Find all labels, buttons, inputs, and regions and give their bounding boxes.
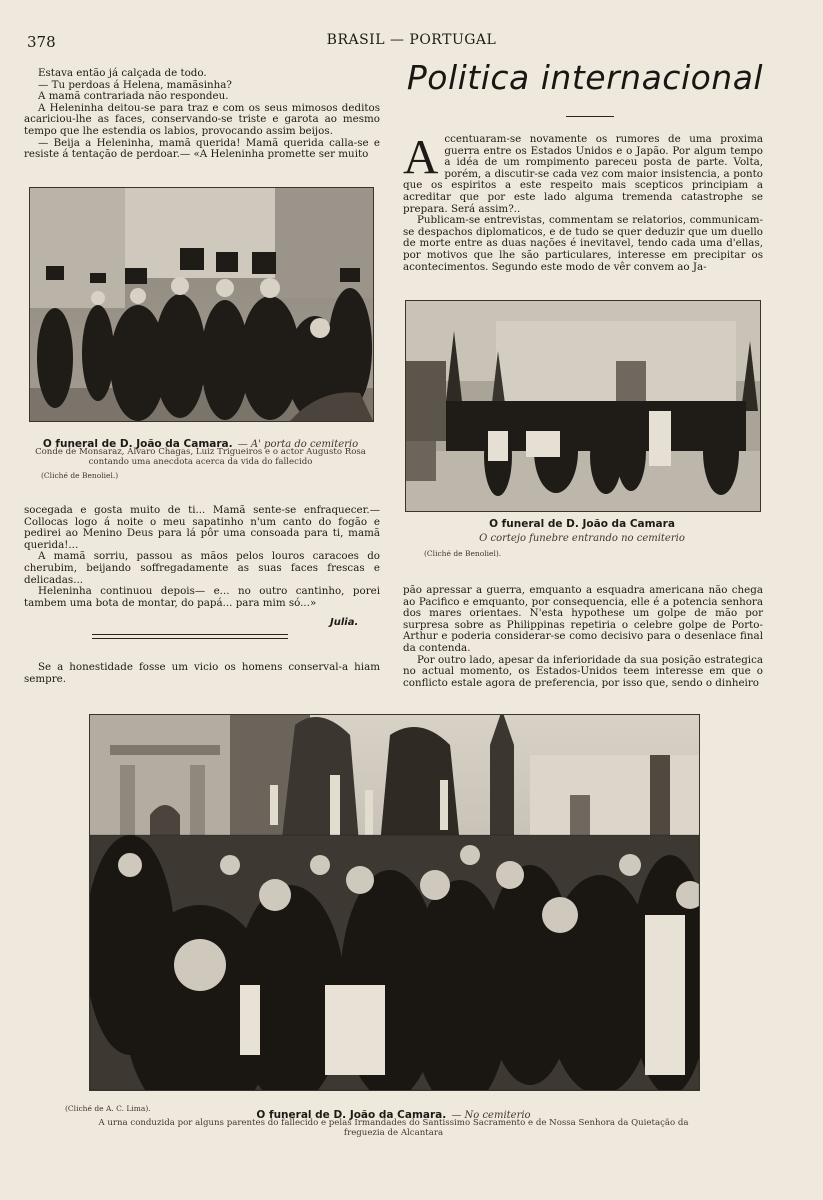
caption-subtitle: — No cemiterio	[451, 1110, 531, 1121]
photo-burial-image	[90, 715, 699, 1090]
paragraph: — Beija a Heleninha, mamã querida! Mamã querida calla-se e resiste á tentação de perdoar.— «A Heleninha promette ser muito	[24, 136, 380, 161]
photo-procession-caption	[405, 518, 759, 544]
left-column-top-text	[24, 68, 380, 161]
photo-credit: (Cliché de Benoliel.)	[41, 471, 119, 480]
caption-description: A urna conduzida por alguns parentes do fallecido e pelas Irmandades do Santissimo Sacramento e de Nossa Senhora da Quietação da freguezia de Alcantara	[98, 1118, 689, 1138]
paragraph: Por outro lado, apesar da inferioridade da sua posição estrategica no actual momento, os Estados-Unidos teem interesse em que o conflicto estale agora de preferencia, por isso que, sendo o dinheiro	[403, 653, 763, 689]
paragraph: A mamã sorriu, passou as mãos pelos louros caracoes do cherubim, beijando soffregadamente as suas faces frescas e delicadas...	[24, 550, 380, 586]
section-divider	[92, 638, 288, 639]
paragraph: Publicam-se entrevistas, commentam se relatorios, communicam-se despachos diplomaticos, e de tudo se quer deduzir que um duello de morte entre as duas nações é inevitavel, tendo cada uma d'ellas, por motivos que lhe são particulares, interesse em precipitar os acontecimentos. Segundo este modo de vêr convem ao Ja-	[403, 214, 763, 273]
paragraph: Heleninha continuou depois— e... no outro cantinho, porei tambem uma bota de montar, do papá... para mim só...»	[24, 585, 380, 609]
photo-procession-image	[406, 301, 760, 511]
photo-procession	[405, 300, 761, 512]
paragraph: A Heleninha deitou-se para traz e com os seus mimosos deditos acariciou-lhe as faces, conservando-se triste e garota ao mesmo tempo que lhe estendia os labios, provocando assim beijos.	[24, 101, 380, 137]
photo-credit: (Cliché de Benoliel).	[424, 549, 502, 558]
paragraph	[403, 129, 763, 215]
title-rule	[566, 116, 614, 117]
section-title: Politica internacional	[406, 58, 764, 97]
running-title: BRASIL — PORTUGAL	[326, 32, 497, 48]
caption-subtitle: — A' porta do cemiterio	[237, 439, 359, 450]
paragraph-text: ccentuaram-se novamente os rumores de uma proxima guerra entre os Estados Unidos e o Japão. Por algum tempo a idéa de um rompimento pareceu posta de parte. Volta, porém, a discutir-se cada vez com maior insistencia, a ponto que os espiritos a este respeito mais scepticos principiam a acreditar que por este lado alguma tremenda catastrophe se prepara. Será assim?..	[403, 133, 763, 215]
paragraph: Estava então já calçada de todo.	[38, 67, 207, 79]
paragraph: A mamã contrariada não respondeu.	[38, 90, 229, 103]
page-number: 378	[27, 33, 56, 51]
photo-cemetery-gate-image	[30, 188, 373, 421]
paragraph: socegada e gosta muito de ti... Mamã sente-se enfraquecer.— Collocas logo á noite o meu sapatinho n'um canto do fogão e pedirei ao Menino Deus para lá pôr uma consoada para ti, mamã querida!...	[24, 504, 380, 551]
maxim	[24, 662, 380, 685]
photo-burial	[89, 714, 700, 1091]
caption-title: O funeral de D. João da Camara.	[42, 438, 233, 450]
photo-cemetery-gate	[29, 187, 374, 422]
right-column-continuation	[403, 585, 763, 689]
photo-credit: (Cliché de A. C. Lima).	[65, 1104, 151, 1113]
caption-title: O funeral de D. João da Camara.	[256, 1109, 447, 1121]
right-column-text	[403, 129, 763, 273]
signature: Julia.	[330, 617, 359, 628]
drop-cap: A	[403, 129, 439, 184]
caption-title: O funeral de D. João da Camara	[489, 518, 675, 530]
caption-subtitle: O cortejo funebre entrando no cemiterio	[479, 533, 685, 544]
paragraph: pão apressar a guerra, emquanto a esquadra americana não chega ao Pacifico e emquanto, por consequencia, elle é a potencia senhora dos mares orientaes. N'esta hypothese um golpe de mão por surpresa sobre as Philippinas repetiria o celebre golpe de Porto-Arthur e poderia considerar-se como decisivo para o desenlace final da contenda.	[403, 584, 763, 654]
paragraph: — Tu perdoas á Helena, mamãsinha?	[38, 78, 232, 91]
left-column-continuation	[24, 505, 380, 609]
section-divider	[92, 634, 288, 635]
caption-description: Conde de Monsaraz, Alvaro Chagas, Luiz Trigueiros e o actor Augusto Rosa contando uma anecdota acerca da vida do fallecido	[35, 447, 366, 467]
maxim-text: Se a honestidade fosse um vicio os homens conserval-a hiam sempre.	[24, 661, 380, 685]
